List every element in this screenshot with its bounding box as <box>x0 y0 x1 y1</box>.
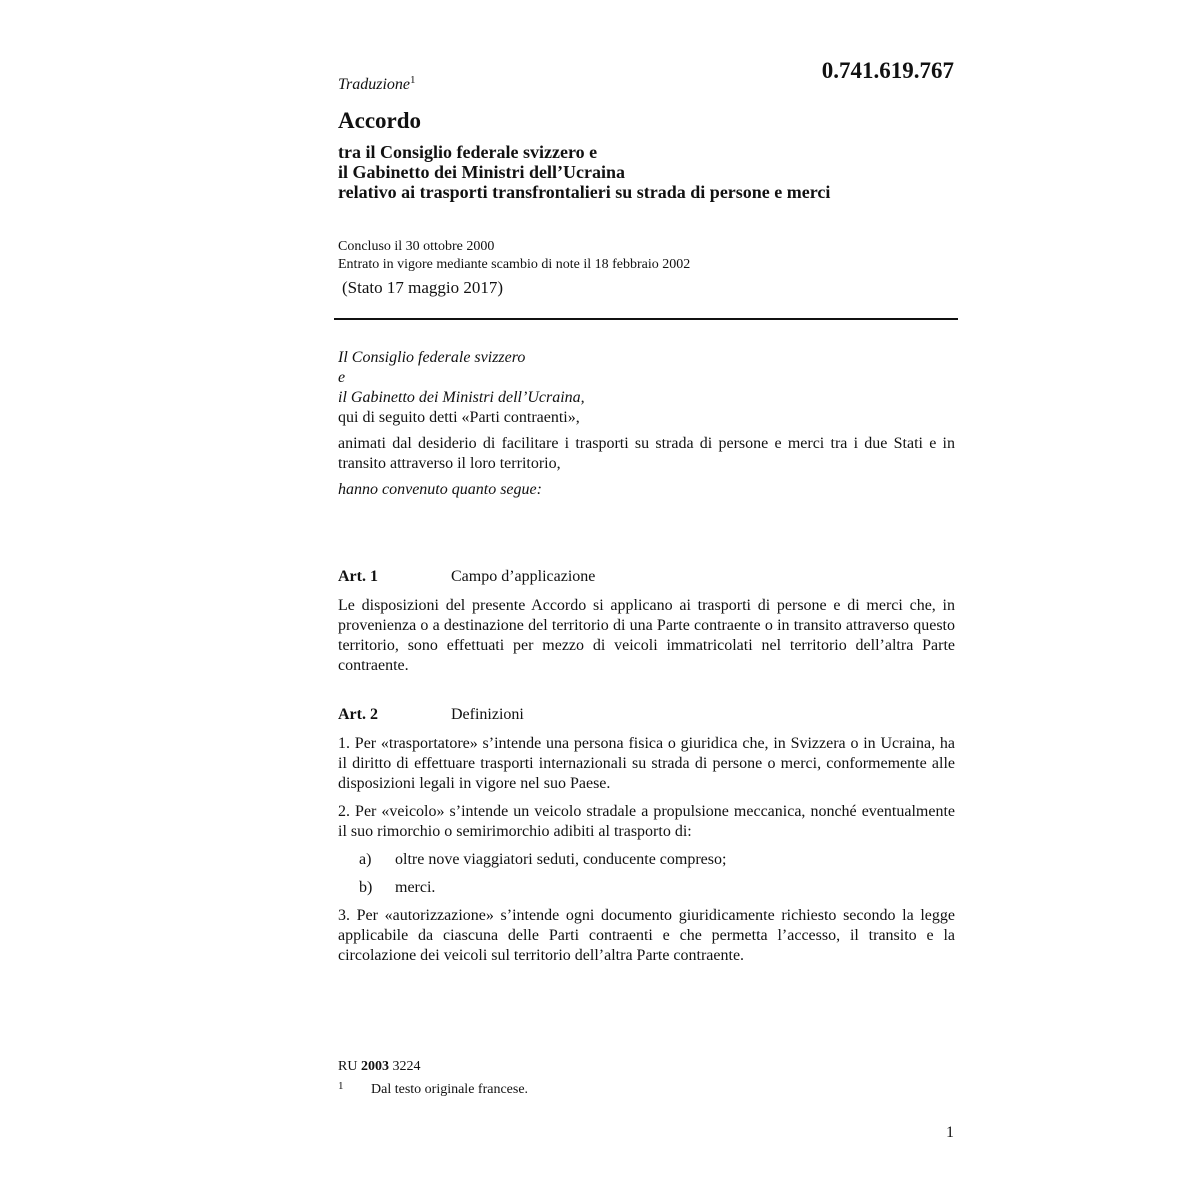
document-title: Accordo <box>338 108 422 133</box>
document-subtitle <box>338 142 958 202</box>
footnote-mark: 1 <box>338 1080 344 1092</box>
list-item <box>338 878 955 898</box>
agreed-text: hanno convenuto quanto segue: <box>338 481 542 498</box>
party-2: il Gabinetto dei Ministri dell’Ucraina, <box>338 389 585 406</box>
footnote <box>338 1080 528 1098</box>
article-number: Art. 2 <box>338 706 378 723</box>
article-paragraph: 1. Per «trasportatore» s’intende una persona fisica o giuridica che, in Svizzera o in Ucraina, ha il diritto di effettuare trasporti internazionali su strada di persone o merci, conformemente alle disposizioni legali in vigore nel suo Paese. <box>338 735 955 792</box>
conjunction: e <box>338 369 346 386</box>
footnote-ref[interactable]: 1 <box>410 74 416 86</box>
subtitle-line: il Gabinetto dei Ministri dell’Ucraina <box>338 162 625 182</box>
document-meta <box>338 238 690 274</box>
article-paragraph: 2. Per «veicolo» s’intende un veicolo stradale a propulsione meccanica, nonché eventualmente il suo rimorchio o semirimorchio adibiti al trasporto di: <box>338 803 955 840</box>
header-divider <box>334 318 958 320</box>
footnote-text: Dal testo originale francese. <box>371 1082 529 1097</box>
list-text: oltre nove viaggiatori seduti, conducente compreso; <box>395 851 727 868</box>
article-body <box>338 596 955 684</box>
party-1: Il Consiglio federale svizzero <box>338 349 526 366</box>
article-body <box>338 734 955 974</box>
article-title: Definizioni <box>451 706 524 723</box>
sr-number: 0.741.619.767 <box>821 58 954 83</box>
list-label: b) <box>359 879 373 896</box>
article-heading <box>338 568 958 586</box>
recital-text: animati dal desiderio di facilitare i trasporti su strada di persone e merci tra i due Stati e in transito attraverso il loro territorio, <box>338 435 955 472</box>
article-paragraph: Le disposizioni del presente Accordo si applicano ai trasporti di persone e di merci che, in provenienza o a destinazione del territorio di una Parte contraente o in transito attraverso questo territorio, sono effettuati per mezzo di veicoli immatricolati nel territorio dell’altra Parte contraente. <box>338 597 955 674</box>
hereinafter-text: qui di seguito detti «Parti contraenti», <box>338 409 580 426</box>
article-heading <box>338 706 958 724</box>
preamble <box>338 348 955 500</box>
in-force-date: Entrato in vigore mediante scambio di note il 18 febbraio 2002 <box>338 257 691 272</box>
official-compilation-ref: RU 2003 3224 <box>338 1059 421 1074</box>
concluded-date: Concluso il 30 ottobre 2000 <box>338 239 495 254</box>
list-text: merci. <box>395 879 436 896</box>
article-title: Campo d’applicazione <box>451 568 596 585</box>
subtitle-line: tra il Consiglio federale svizzero e <box>338 142 598 162</box>
page-number: 1 <box>946 1124 954 1141</box>
list-label: a) <box>359 851 372 868</box>
status-date: (Stato 17 maggio 2017) <box>342 278 504 297</box>
list-item <box>338 850 955 870</box>
translation-label: Traduzione$^1$ <box>338 74 416 93</box>
article-number: Art. 1 <box>338 568 378 585</box>
subtitle-line: relativo ai trasporti transfrontalieri su strada di persone e merci <box>338 182 831 202</box>
article-paragraph: 3. Per «autorizzazione» s’intende ogni documento giuridicamente richiesto secondo la legge applicabile da ciascuna delle Parti contraenti e che permetta l’accesso, il transito e la circolazione dei veicoli sul territorio dell’altra Parte contraente. <box>338 907 955 964</box>
